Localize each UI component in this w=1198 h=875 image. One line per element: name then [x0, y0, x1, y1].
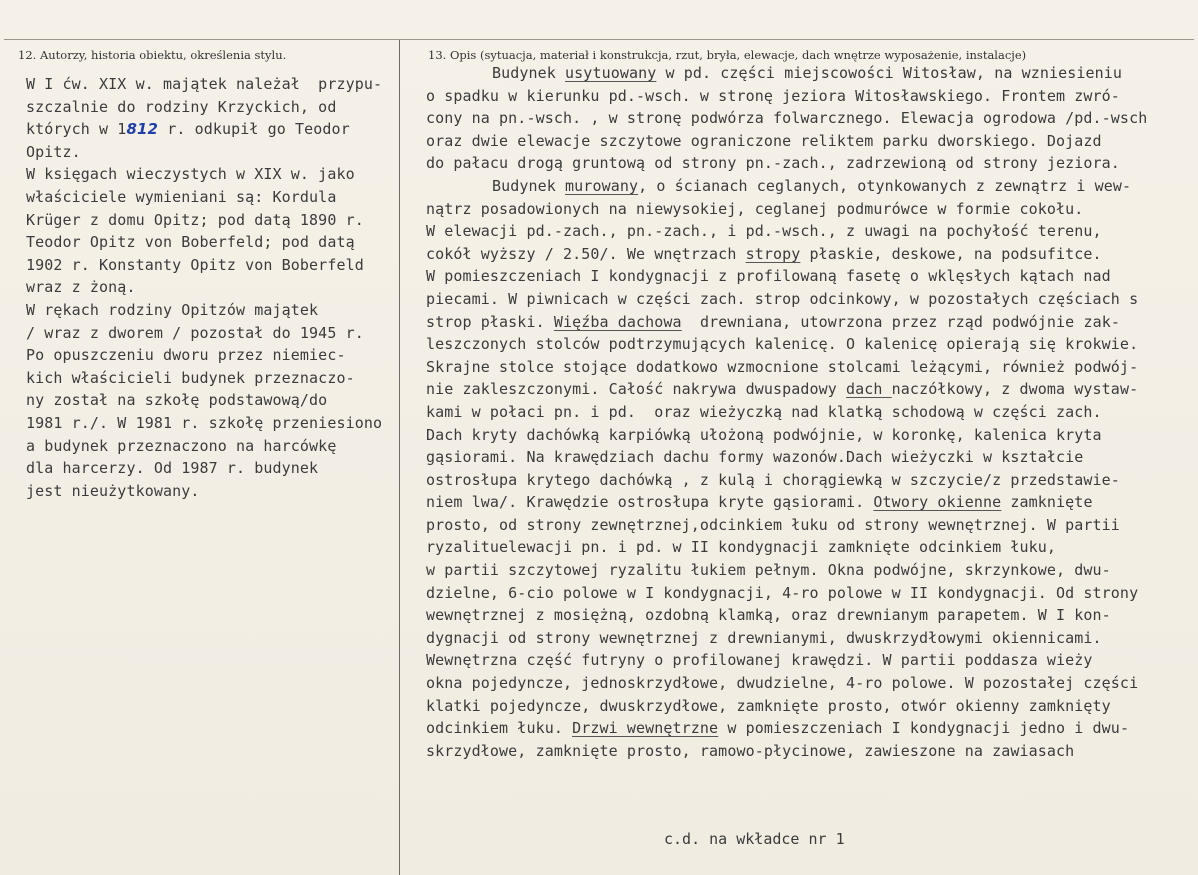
text-line: Opitz.: [26, 142, 81, 161]
text-line: [426, 717, 1198, 740]
underlined-term: Otwory okienne: [873, 493, 1002, 512]
text-line: oraz dwie elewacje szczytowe ograniczone reliktem parku dworskiego. Dojazd: [426, 131, 1102, 150]
text-line: 1981 r./. W 1981 r. szkołę przeniesiono: [26, 413, 383, 432]
text-line: W księgach wieczystych w XIX w. jako: [26, 165, 355, 184]
underlined-term: Drzwi wewnętrzne: [572, 719, 719, 738]
text-line: 1902 r. Konstanty Opitz von Boberfeld: [26, 255, 364, 274]
text-segment: Budynek: [492, 64, 566, 82]
text-line: jest nieużytkowany.: [26, 481, 200, 500]
text-line: dzielne, 6-cio polowe w I kondygnacji, 4-ro polowe w II kondygnacji. Od strony: [426, 583, 1139, 602]
text-segment: zamknięte: [1001, 493, 1093, 512]
text-line: leszczonych stolców podtrzymujących kalenicę. O kalenicę opierają się krokwie.: [426, 335, 1139, 354]
text-line: [426, 491, 1198, 514]
text-line: Wewnętrzna część futryny o profilowanej krawędzi. W partii poddasza wieży: [426, 651, 1093, 670]
text-segment: r. odkupił go Teodor: [158, 120, 350, 139]
text-line: klatki pojedyncze, dwuskrzydłowe, zamknięte prosto, otwór okienny zamknięty: [426, 696, 1111, 715]
text-line: kich właścicieli budynek przeznaczo-: [26, 368, 355, 387]
text-line: ostrosłupa krytego dachówką , z kulą i chorągiewką w szczycie/z przedstawie-: [426, 470, 1120, 489]
text-line: właściciele wymieniani są: Kordula: [26, 187, 337, 206]
text-line: o spadku w kierunku pd.-wsch. w stronę jeziora Witosławskiego. Frontem zwró-: [426, 86, 1120, 105]
underlined-term: dach: [846, 380, 892, 399]
history-text: [26, 73, 416, 502]
text-segment: nie zakleszczonymi. Całość nakrywa dwuspadowy: [426, 380, 847, 399]
text-line: [426, 243, 1198, 266]
underlined-term: usytuowany: [565, 64, 657, 82]
text-segment: drewniana, utowrzona przez rząd podwójnie zak-: [681, 312, 1120, 331]
text-line: nątrz posadowionych na niewysokiej, ceglanej podmurówce w formie cokołu.: [426, 199, 1084, 218]
text-segment: płaskie, deskowe, na podsufitce.: [800, 244, 1102, 263]
underlined-term: Więźba dachowa: [553, 312, 682, 331]
text-line: skrzydłowe, zamknięte prosto, ramowo-płycinowe, zawieszone na zawiasach: [426, 741, 1075, 760]
text-line: W rękach rodziny Opitzów majątek: [26, 300, 319, 319]
text-line: kami w połaci pn. i pd. oraz wieżyczką nad klatką schodową w części zach.: [426, 402, 1102, 421]
text-line: Po opuszczeniu dworu przez niemiec-: [26, 346, 346, 365]
text-line: w partii szczytowej ryzalitu łukiem pełnym. Okna podwójne, skrzynkowe, dwu-: [426, 561, 1111, 580]
text-line: [426, 62, 1198, 85]
section-header-history: 12. Autorzy, historia obiektu, określenia stylu.: [18, 48, 287, 62]
description-text: [426, 62, 1198, 762]
text-line: [426, 311, 1198, 334]
text-segment: w pomieszczeniach I kondygnacji jedno i dwu-: [718, 719, 1130, 738]
text-line: ny został na szkołę podstawową/do: [26, 391, 328, 410]
text-segment: których w 1: [26, 120, 127, 139]
text-line: wewnętrznej z mosiężną, ozdobną klamką, oraz drewnianym parapetem. W I kon-: [426, 606, 1111, 625]
handwritten-correction: 812: [126, 120, 159, 139]
text-line: Skrajne stolce stojące dodatkowo wzmocnione stolcami leżącymi, również podwój-: [426, 357, 1139, 376]
text-line: dygnacji od strony wewnętrznej z drewnianymi, dwuskrzydłowymi okiennicami.: [426, 628, 1102, 647]
text-segment: niem lwa/. Krawędzie ostrosłupa kryte gąsiorami.: [426, 493, 874, 512]
text-line: [26, 118, 416, 141]
text-segment: w pd. części miejscowości Witosław, na wzniesieniu: [656, 64, 1123, 82]
text-line: prosto, od strony zewnętrznej,odcinkiem łuku od strony wewnętrznej. W partii: [426, 515, 1120, 534]
text-line: wraz z żoną.: [26, 278, 136, 297]
text-line: [426, 378, 1198, 401]
text-segment: cokół wyższy / 2.50/. We wnętrzach: [426, 244, 746, 263]
section-header-description: 13. Opis (sytuacja, materiał i konstrukcja, rzut, bryła, elewacje, dach wnętrze wyposażenie, instalacje): [428, 48, 1027, 62]
text-line: dla harcerzy. Od 1987 r. budynek: [26, 459, 319, 478]
text-line: okna pojedyncze, jednoskrzydłowe, dwudzielne, 4-ro polowe. W pozostałej części: [426, 674, 1139, 693]
text-line: szczalnie do rodziny Krzyckich, od: [26, 97, 337, 116]
text-line: ryzalituelewacji pn. i pd. w II kondygnacji zamknięte odcinkiem łuku,: [426, 538, 1057, 557]
text-line: piecami. W piwnicach w części zach. strop odcinkowy, w pozostałych częściach s: [426, 289, 1139, 308]
top-rule: [4, 39, 1194, 40]
text-line: W I ćw. XIX w. majątek należał przypu-: [26, 75, 383, 93]
text-line: W elewacji pd.-zach., pn.-zach., i pd.-wsch., z uwagi na pochyłość terenu,: [426, 222, 1102, 241]
text-line: Dach kryty dachówką karpiówką ułożoną podwójnie, w koronkę, kalenica kryta: [426, 425, 1102, 444]
text-line: cony na pn.-wsch. , w stronę podwórza folwarcznego. Elewacja ogrodowa /pd.-wsch: [426, 109, 1148, 128]
text-segment: naczółkowy, z dwoma wystaw-: [891, 380, 1139, 399]
text-segment: odcinkiem łuku.: [426, 719, 573, 738]
text-segment: Budynek: [492, 176, 566, 195]
underlined-term: murowany: [565, 176, 639, 195]
text-line: a budynek przeznaczono na harcówkę: [26, 436, 337, 455]
text-line: gąsiorami. Na krawędziach dachu formy wazonów.Dach wieżyczki w kształcie: [426, 448, 1084, 467]
text-line: [426, 175, 1198, 198]
text-line: Krüger z domu Opitz; pod datą 1890 r.: [26, 210, 364, 229]
text-line: do pałacu drogą gruntową od strony pn.-zach., zadrzewioną od strony jeziora.: [426, 154, 1120, 173]
text-line: Teodor Opitz von Boberfeld; pod datą: [26, 233, 355, 252]
text-segment: , o ścianach ceglanych, otynkowanych z zewnątrz i wew-: [638, 176, 1132, 195]
text-segment: strop płaski.: [426, 312, 554, 331]
continuation-note: c.d. na wkładce nr 1: [664, 830, 845, 848]
text-line: / wraz z dworem / pozostał do 1945 r.: [26, 323, 364, 342]
text-line: W pomieszczeniach I kondygnacji z profilowaną fasetę o wklęsłych kątach nad: [426, 267, 1111, 286]
underlined-term: stropy: [745, 244, 801, 263]
